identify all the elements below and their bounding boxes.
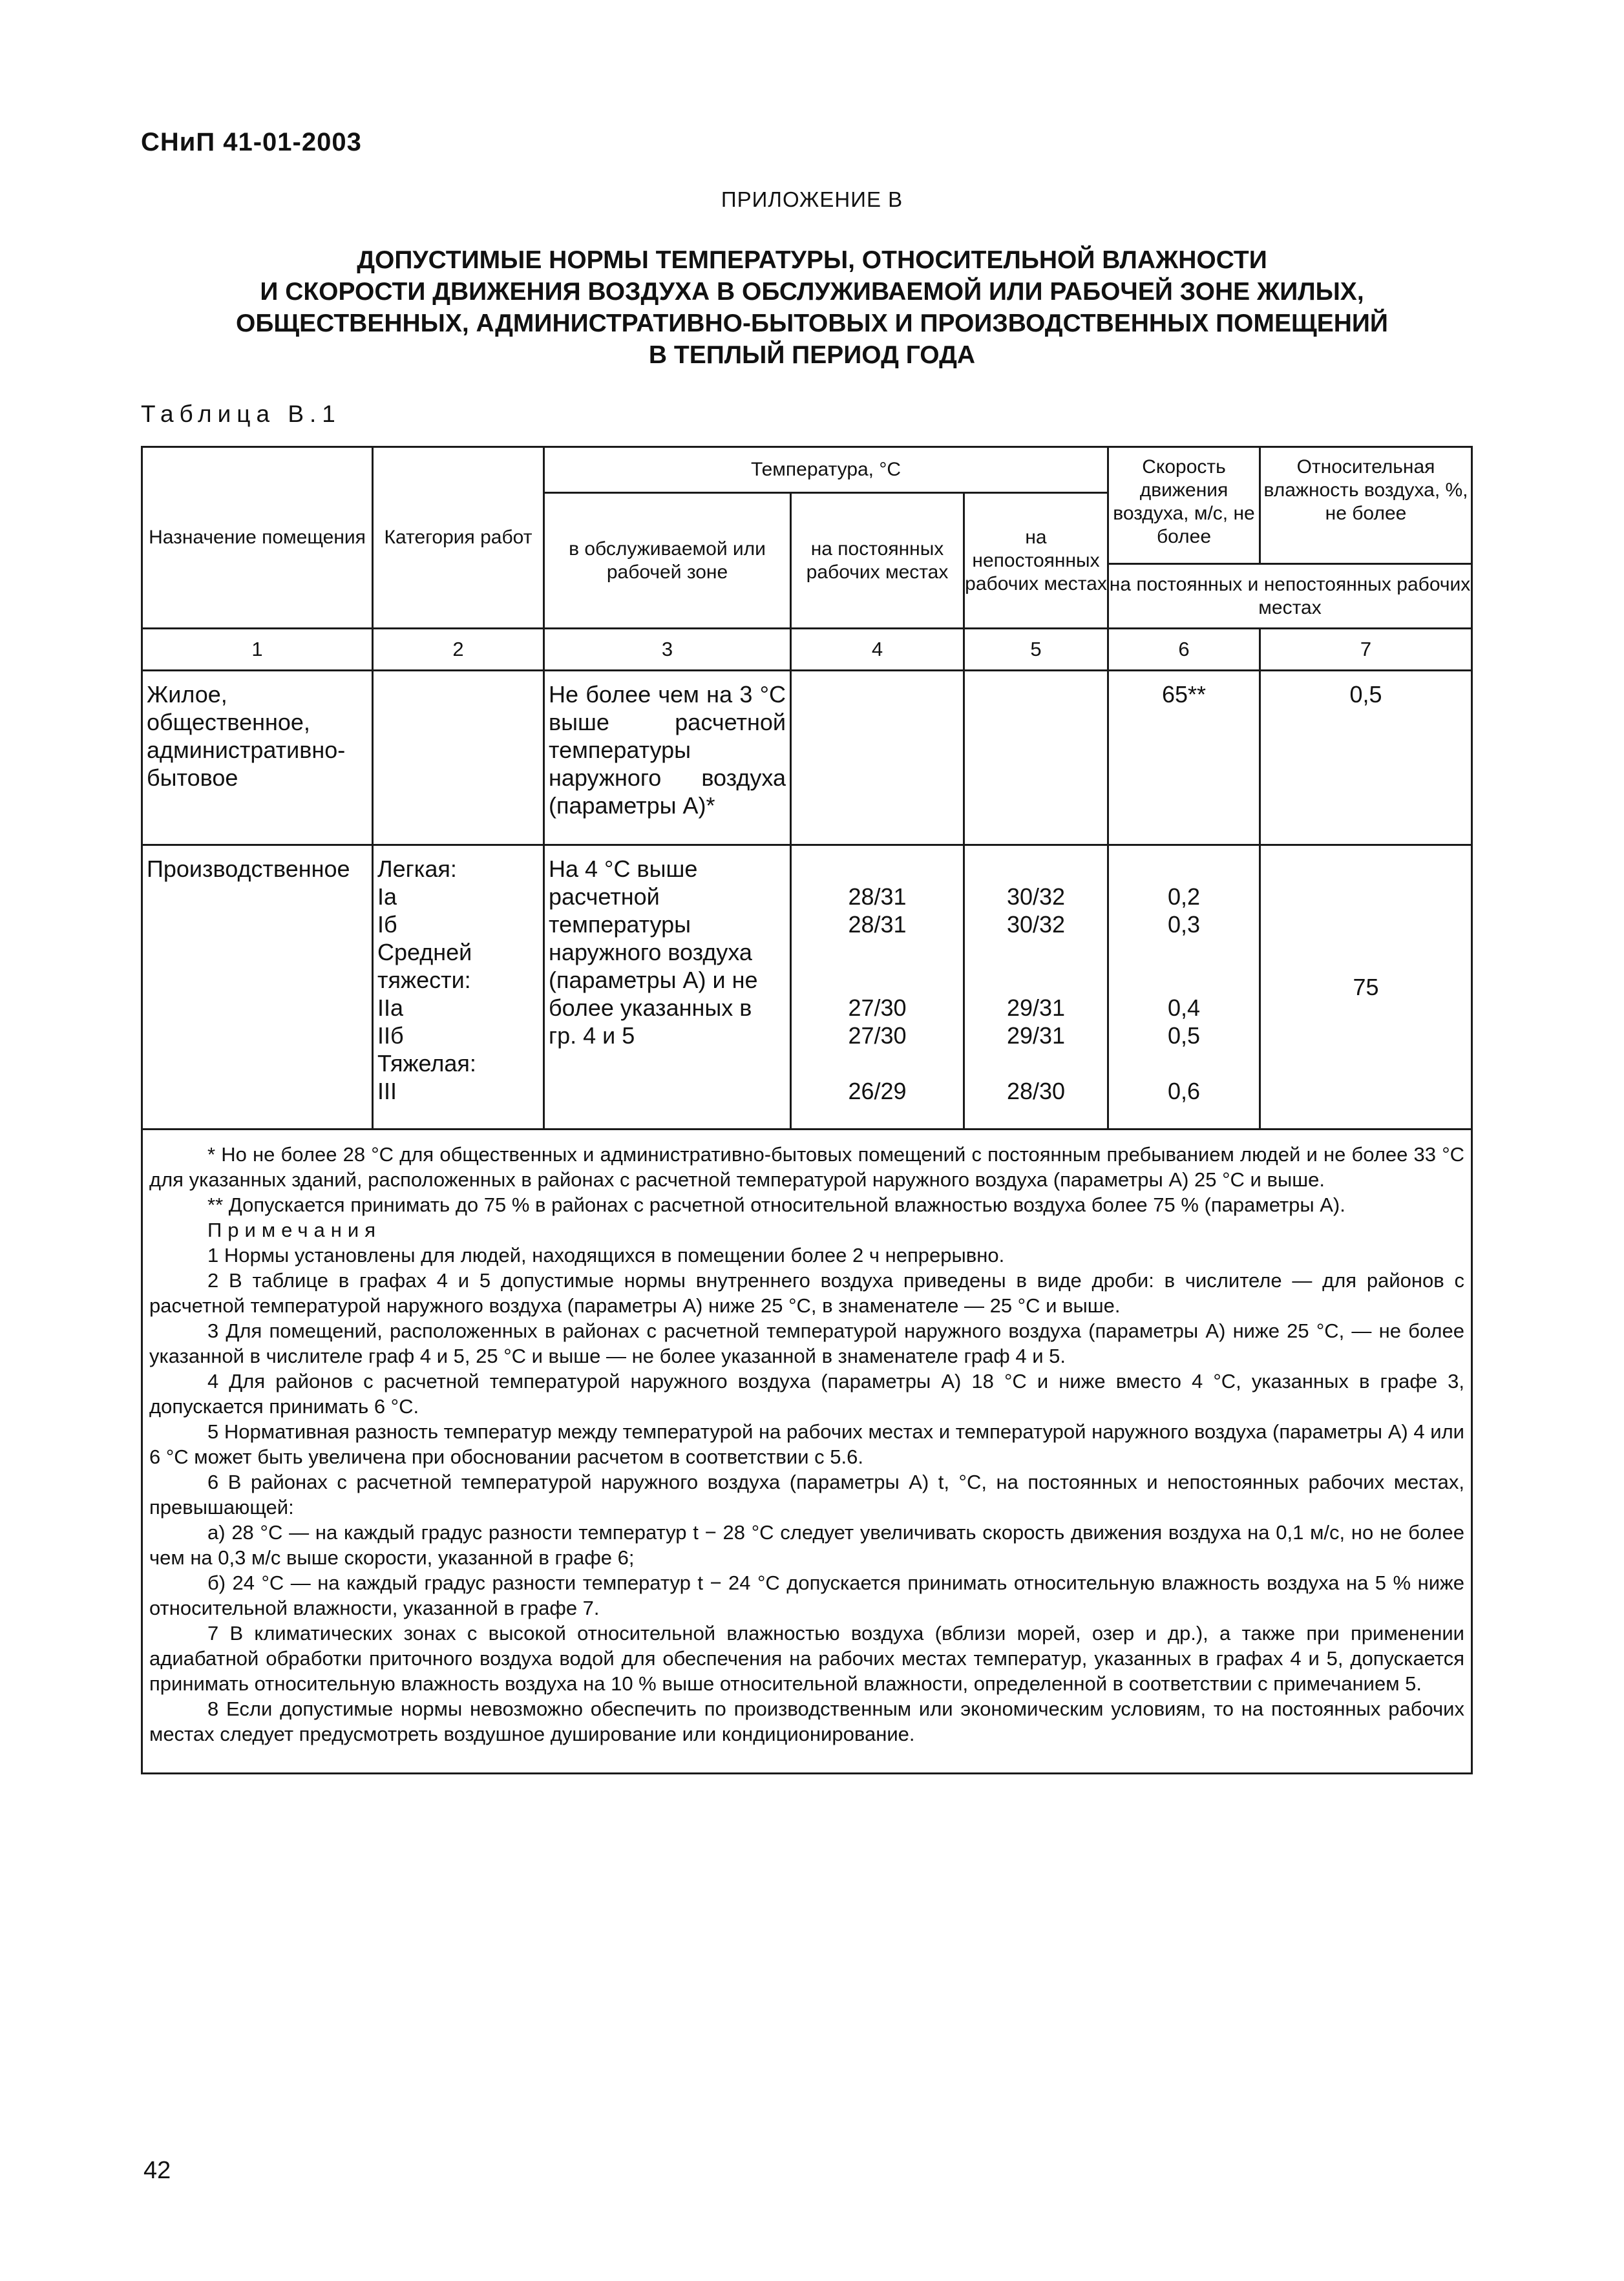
column-number: 5 (964, 629, 1108, 671)
cell-purpose: Производственное (142, 845, 373, 1130)
norms-table (141, 446, 1473, 1774)
cell-temp-permanent: 28/31 28/31 27/30 27/30 26/29 (791, 845, 964, 1130)
column-number: 2 (373, 629, 544, 671)
column-number: 4 (791, 629, 964, 671)
page-title: ДОПУСТИМЫЕ НОРМЫ ТЕМПЕРАТУРЫ, ОТНОСИТЕЛЬНОЙ ВЛАЖНОСТИ И СКОРОСТИ ДВИЖЕНИЯ ВОЗДУХА В ОБСЛУЖИВАЕМОЙ ИЛИ РАБОЧЕЙ ЗОНЕ ЖИЛЫХ, ОБЩЕСТВЕННЫХ, АДМИНИСТРАТИВНО-БЫТОВЫХ И ПРОИЗВОДСТВЕННЫХ ПОМЕЩЕНИЙ В ТЕПЛЫЙ ПЕРИОД ГОДА (236, 246, 1388, 369)
table-row (142, 845, 1472, 1130)
footnote: ** Допускается принимать до 75 % в районах с расчетной относительной влажностью воздуха более 75 % (параметры А). (207, 1193, 1345, 1216)
note-item: 3 Для помещений, расположенных в районах с расчетной температурой наружного воздуха (параметры А) ниже 25 °С, — не более указанной в числителе граф 4 и 5, 25 °С и выше — не более указанной в знаменателе граф 4 и 5. (149, 1319, 1464, 1367)
cell-temp-zone: Не более чем на 3 °С выше расчетной температуры наружного воздуха (параметры А)* (544, 671, 791, 845)
header-purpose: Назначение помещения (142, 447, 373, 629)
column-number: 3 (544, 629, 791, 671)
column-number: 6 (1108, 629, 1260, 671)
header-temp-permanent: на постоянных рабочих местах (791, 493, 964, 629)
cell-air-speed: 0,2 0,3 0,4 0,5 0,6 (1108, 845, 1260, 1130)
cell-temp-nonpermanent (964, 671, 1108, 845)
notes-heading: Примечания (207, 1219, 381, 1241)
note-item: 4 Для районов с расчетной температурой наружного воздуха (параметры А) 18 °С и ниже вместо 4 °С, указанных в графе 3, допускается принимать 6 °С. (149, 1370, 1464, 1418)
table-caption: Таблица В.1 (141, 401, 341, 427)
table-row (142, 671, 1472, 845)
column-number-row (142, 629, 1472, 671)
header-permanent-nonpermanent: на постоянных и непостоянных рабочих местах (1108, 564, 1472, 629)
cell-purpose: Жилое, общественное, административно-бытовое (142, 671, 373, 845)
header-air-speed: Скорость движения воздуха, м/с, не более (1108, 447, 1260, 564)
note-item: 5 Нормативная разность температур между температурой на рабочих местах и температурой наружного воздуха (параметры А) 4 или 6 °С может быть увеличена при обосновании расчетом в соответствии с 5.6. (149, 1420, 1464, 1468)
document-code: СНиП 41-01-2003 (141, 128, 362, 156)
column-number: 1 (142, 629, 373, 671)
note-item: 7 В климатических зонах с высокой относительной влажностью воздуха (вблизи морей, озер и др.), а также при применении адиабатной обработки приточного воздуха водой для обеспечения на рабочих местах температур, указанных в графах 4 и 5, допускается принимать относительную влажность воздуха на 10 % выше относительной влажности, определенной в соответствии с примечанием 5. (149, 1622, 1464, 1695)
note-item: 6 В районах с расчетной температурой наружного воздуха (параметры А) t, °С, на постоянных и непостоянных рабочих местах, превышающей: (149, 1471, 1464, 1519)
cell-category (373, 671, 544, 845)
cell-humidity: 75 (1260, 845, 1472, 1130)
table-notes (142, 1130, 1472, 1774)
note-item: 8 Если допустимые нормы невозможно обеспечить по производственным или экономическим условиям, то на постоянных рабочих местах следует предусмотреть воздушное душирование или кондиционирование. (149, 1698, 1464, 1745)
note-item: а) 28 °С — на каждый градус разности температур t − 28 °С следует увеличивать скорость движения воздуха на 0,1 м/с, но не более чем на 0,3 м/с выше скорости, указанной в графе 6; (149, 1521, 1464, 1569)
note-item: 1 Нормы установлены для людей, находящихся в помещении более 2 ч непрерывно. (207, 1244, 1005, 1267)
cell-temp-nonpermanent: 30/32 30/32 29/31 29/31 28/30 (964, 845, 1108, 1130)
header-humidity: Относительная влажность воздуха, %, не более (1260, 447, 1472, 564)
column-number: 7 (1260, 629, 1472, 671)
note-item: 2 В таблице в графах 4 и 5 допустимые нормы внутреннего воздуха приведены в виде дроби: в числителе — для районов с расчетной температурой наружного воздуха (параметры А) ниже 25 °С, в знаменателе — 25 °С и выше. (149, 1269, 1464, 1317)
cell-air-speed: 65** (1108, 671, 1260, 845)
header-temperature: Температура, °С (544, 447, 1108, 493)
appendix-label: ПРИЛОЖЕНИЕ В (721, 187, 903, 211)
header-category: Категория работ (373, 447, 544, 629)
page-number: 42 (143, 2157, 171, 2184)
cell-temp-zone: На 4 °С выше расчетной температуры наружного воздуха (параметры А) и не более указанных в гр. 4 и 5 (544, 845, 791, 1130)
header-temp-nonpermanent: на непостоянных рабочих местах (964, 493, 1108, 629)
cell-category: Легкая: Iа Iб Средней тяжести: IIа IIб Тяжелая: III (373, 845, 544, 1130)
header-temp-zone: в обслуживаемой или рабочей зоне (544, 493, 791, 629)
cell-temp-permanent (791, 671, 964, 845)
footnote: * Но не более 28 °С для общественных и административно-бытовых помещений с постоянным пребыванием людей и не более 33 °С для указанных зданий, расположенных в районах с расчетной температурой наружного воздуха (параметры А) 25 °С и выше. (149, 1143, 1464, 1191)
cell-humidity: 0,5 (1260, 671, 1472, 845)
note-item: б) 24 °С — на каждый градус разности температур t − 24 °С допускается принимать относительную влажность воздуха на 5 % ниже относительной влажности, указанной в графе 7. (149, 1571, 1464, 1619)
